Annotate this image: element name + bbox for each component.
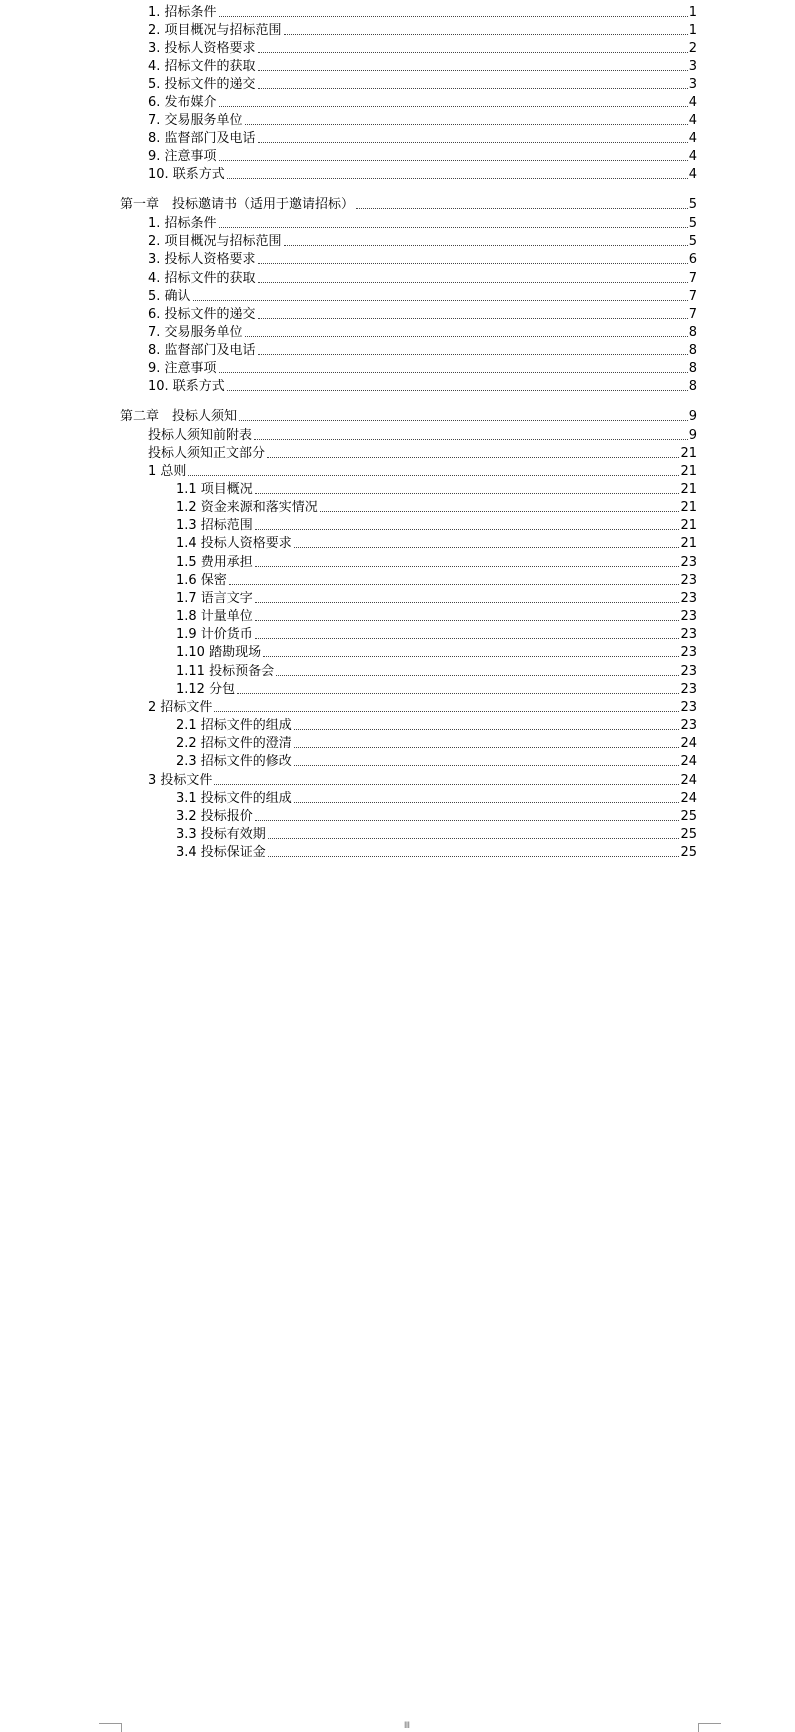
toc-entry[interactable] bbox=[176, 625, 697, 643]
dot-leader bbox=[255, 493, 680, 494]
toc-entry-label: 1.8 计量单位 bbox=[176, 609, 253, 624]
toc-entry-page: 23 bbox=[680, 591, 697, 606]
toc-entry-label: 3.1 投标文件的组成 bbox=[176, 791, 292, 806]
toc-entry-label: 2.1 招标文件的组成 bbox=[176, 718, 292, 733]
dot-leader bbox=[284, 34, 688, 35]
toc-entry-page: 4 bbox=[688, 167, 697, 182]
dot-leader bbox=[219, 160, 688, 161]
dot-leader bbox=[294, 747, 680, 748]
toc-entry-page: 6 bbox=[688, 252, 697, 267]
toc-entry[interactable] bbox=[148, 3, 697, 21]
toc-entry-label: 3.3 投标有效期 bbox=[176, 827, 266, 842]
ruler-marker-icon: Ⅲ bbox=[403, 1721, 411, 1731]
dot-leader bbox=[258, 318, 688, 319]
toc-entry-label: 1.2 资金来源和落实情况 bbox=[176, 500, 318, 515]
toc-entry[interactable] bbox=[148, 39, 697, 57]
toc-entry-page: 4 bbox=[688, 95, 697, 110]
toc-entry[interactable] bbox=[148, 214, 697, 232]
toc-entry-label: 4. 招标文件的获取 bbox=[148, 271, 256, 286]
toc-entry-page: 7 bbox=[688, 271, 697, 286]
dot-leader bbox=[258, 263, 688, 264]
crop-mark-left bbox=[99, 1723, 122, 1732]
toc-entry-page: 2 bbox=[688, 41, 697, 56]
toc-entry[interactable] bbox=[176, 716, 697, 734]
toc-entry[interactable] bbox=[176, 607, 697, 625]
dot-leader bbox=[258, 52, 688, 53]
toc-entry[interactable] bbox=[148, 698, 697, 716]
dot-leader bbox=[219, 106, 688, 107]
toc-entry-label: 3. 投标人资格要求 bbox=[148, 252, 256, 267]
toc-entry[interactable] bbox=[176, 680, 697, 698]
toc-entry-page: 23 bbox=[680, 555, 697, 570]
toc-entry-page: 7 bbox=[688, 289, 697, 304]
toc-entry[interactable] bbox=[148, 287, 697, 305]
dot-leader bbox=[267, 457, 679, 458]
dot-leader bbox=[258, 88, 688, 89]
toc-entry-page: 23 bbox=[680, 627, 697, 642]
toc-entry-label: 7. 交易服务单位 bbox=[148, 113, 243, 128]
dot-leader bbox=[268, 856, 680, 857]
toc-entry-label: 1.5 费用承担 bbox=[176, 555, 253, 570]
toc-entry-page: 3 bbox=[688, 77, 697, 92]
dot-leader bbox=[237, 693, 679, 694]
toc-entry[interactable] bbox=[176, 807, 697, 825]
dot-leader bbox=[254, 439, 688, 440]
toc-entry-page: 24 bbox=[680, 773, 697, 788]
dot-leader bbox=[276, 675, 679, 676]
toc-entry[interactable] bbox=[148, 21, 697, 39]
toc-entry[interactable] bbox=[148, 269, 697, 287]
toc-entry[interactable] bbox=[176, 589, 697, 607]
toc-entry[interactable] bbox=[148, 305, 697, 323]
toc-entry-page: 4 bbox=[688, 149, 697, 164]
dot-leader bbox=[258, 282, 688, 283]
toc-entry[interactable] bbox=[148, 165, 697, 183]
dot-leader bbox=[245, 124, 688, 125]
dot-leader bbox=[188, 475, 679, 476]
toc-entry-label: 4. 招标文件的获取 bbox=[148, 59, 256, 74]
toc-entry-page: 3 bbox=[688, 59, 697, 74]
toc-entry[interactable] bbox=[148, 232, 697, 250]
toc-entry-page: 4 bbox=[688, 113, 697, 128]
toc-entry[interactable] bbox=[176, 825, 697, 843]
toc-entry-label: 1.3 招标范围 bbox=[176, 518, 253, 533]
toc-entry[interactable] bbox=[148, 93, 697, 111]
toc-entry-page: 23 bbox=[680, 609, 697, 624]
toc-entry[interactable] bbox=[176, 480, 697, 498]
toc-entry[interactable] bbox=[148, 341, 697, 359]
dot-leader bbox=[356, 208, 688, 209]
toc-entry[interactable] bbox=[148, 426, 697, 444]
toc-entry[interactable] bbox=[148, 323, 697, 341]
dot-leader bbox=[294, 765, 680, 766]
toc-entry-page: 7 bbox=[688, 307, 697, 322]
toc-entry[interactable] bbox=[176, 643, 697, 661]
toc-entry-page: 24 bbox=[680, 736, 697, 751]
toc-entry-page: 1 bbox=[688, 23, 697, 38]
toc-entry-page: 21 bbox=[680, 446, 697, 461]
dot-leader bbox=[214, 784, 679, 785]
toc-entry-label: 6. 发布媒介 bbox=[148, 95, 217, 110]
dot-leader bbox=[219, 227, 688, 228]
dot-leader bbox=[255, 620, 680, 621]
dot-leader bbox=[245, 336, 688, 337]
dot-leader bbox=[227, 178, 688, 179]
toc-entry-label: 第一章 投标邀请书（适用于邀请招标） bbox=[120, 197, 355, 212]
toc-entry-page: 23 bbox=[680, 700, 697, 715]
toc-entry[interactable] bbox=[176, 498, 697, 516]
toc-entry-label: 1. 招标条件 bbox=[148, 216, 217, 231]
dot-leader bbox=[258, 142, 688, 143]
toc-entry-label: 第二章 投标人须知 bbox=[120, 409, 238, 424]
toc-entry[interactable] bbox=[176, 789, 697, 807]
toc-entry-label: 9. 注意事项 bbox=[148, 361, 217, 376]
toc-entry-label: 3. 投标人资格要求 bbox=[148, 41, 256, 56]
dot-leader bbox=[255, 820, 680, 821]
toc-entry[interactable] bbox=[176, 662, 697, 680]
dot-leader bbox=[229, 584, 680, 585]
toc-entry-label: 投标人须知正文部分 bbox=[148, 446, 266, 461]
page-bottom-edge bbox=[0, 858, 795, 1731]
toc-entry-label: 9. 注意事项 bbox=[148, 149, 217, 164]
toc-entry[interactable] bbox=[176, 571, 697, 589]
toc-entry[interactable] bbox=[176, 752, 697, 770]
toc-entry[interactable] bbox=[148, 377, 697, 395]
toc-entry-page: 8 bbox=[688, 343, 697, 358]
toc-entry-page: 9 bbox=[688, 428, 697, 443]
toc-entry[interactable] bbox=[148, 111, 697, 129]
toc-entry-page: 21 bbox=[680, 518, 697, 533]
toc-entry[interactable] bbox=[148, 75, 697, 93]
toc-entry-page: 21 bbox=[680, 500, 697, 515]
dot-leader bbox=[284, 245, 688, 246]
toc-entry-page: 5 bbox=[688, 197, 697, 212]
toc-entry-page: 21 bbox=[680, 482, 697, 497]
toc-entry-label: 6. 投标文件的递交 bbox=[148, 307, 256, 322]
toc-entry-page: 24 bbox=[680, 791, 697, 806]
toc-entry-page: 21 bbox=[680, 464, 697, 479]
toc-entry[interactable] bbox=[148, 771, 697, 789]
toc-chapter-entry[interactable] bbox=[120, 407, 697, 425]
dot-leader bbox=[258, 70, 688, 71]
dot-leader bbox=[258, 354, 688, 355]
toc-entry-label: 2. 项目概况与招标范围 bbox=[148, 23, 282, 38]
dot-leader bbox=[294, 729, 680, 730]
toc-entry-label: 1.1 项目概况 bbox=[176, 482, 253, 497]
dot-leader bbox=[219, 16, 688, 17]
toc-entry-page: 23 bbox=[680, 645, 697, 660]
dot-leader bbox=[227, 390, 688, 391]
toc-entry-page: 9 bbox=[688, 409, 697, 424]
toc-entry-label: 1.7 语言文字 bbox=[176, 591, 253, 606]
toc-entry-label: 2. 项目概况与招标范围 bbox=[148, 234, 282, 249]
crop-mark-right bbox=[698, 1723, 721, 1732]
toc-entry-label: 1. 招标条件 bbox=[148, 5, 217, 20]
dot-leader bbox=[255, 602, 680, 603]
toc-entry[interactable] bbox=[148, 359, 697, 377]
toc-entry[interactable] bbox=[176, 516, 697, 534]
toc-entry-label: 1.11 投标预备会 bbox=[176, 664, 275, 679]
toc-entry-page: 25 bbox=[680, 809, 697, 824]
toc-entry-page: 1 bbox=[688, 5, 697, 20]
toc-entry-label: 1.9 计价货币 bbox=[176, 627, 253, 642]
dot-leader bbox=[239, 420, 688, 421]
toc-entry-label: 10. 联系方式 bbox=[148, 379, 225, 394]
dot-leader bbox=[214, 711, 679, 712]
dot-leader bbox=[268, 838, 680, 839]
toc-entry-page: 8 bbox=[688, 379, 697, 394]
toc-entry-page: 5 bbox=[688, 234, 697, 249]
toc-entry-label: 8. 监督部门及电话 bbox=[148, 131, 256, 146]
toc-entry-page: 8 bbox=[688, 361, 697, 376]
toc-entry[interactable] bbox=[148, 462, 697, 480]
toc-entry-label: 2 招标文件 bbox=[148, 700, 213, 715]
dot-leader bbox=[294, 547, 680, 548]
toc-entry-page: 24 bbox=[680, 754, 697, 769]
dot-leader bbox=[320, 511, 680, 512]
toc-entry[interactable] bbox=[148, 129, 697, 147]
dot-leader bbox=[294, 802, 680, 803]
toc-entry-label: 投标人须知前附表 bbox=[148, 428, 253, 443]
dot-leader bbox=[255, 638, 680, 639]
toc-entry[interactable] bbox=[148, 147, 697, 165]
toc-entry-label: 3.4 投标保证金 bbox=[176, 845, 266, 860]
toc-entry-label: 5. 确认 bbox=[148, 289, 191, 304]
dot-leader bbox=[219, 372, 688, 373]
toc-entry-label: 2.2 招标文件的澄清 bbox=[176, 736, 292, 751]
toc-entry-page: 23 bbox=[680, 664, 697, 679]
toc-entry[interactable] bbox=[148, 444, 697, 462]
toc-entry-label: 10. 联系方式 bbox=[148, 167, 225, 182]
toc-entry-label: 3 投标文件 bbox=[148, 773, 213, 788]
toc-entry[interactable] bbox=[176, 534, 697, 552]
toc-entry-page: 5 bbox=[688, 216, 697, 231]
toc-chapter-entry[interactable] bbox=[120, 195, 697, 213]
toc-entry[interactable] bbox=[176, 553, 697, 571]
dot-leader bbox=[255, 529, 680, 530]
toc-entry-page: 23 bbox=[680, 573, 697, 588]
toc-entry-label: 8. 监督部门及电话 bbox=[148, 343, 256, 358]
toc-entry[interactable] bbox=[176, 734, 697, 752]
dot-leader bbox=[263, 656, 679, 657]
dot-leader bbox=[255, 566, 680, 567]
toc-entry-page: 23 bbox=[680, 682, 697, 697]
toc-entry-label: 1.4 投标人资格要求 bbox=[176, 536, 292, 551]
toc-entry-label: 1.6 保密 bbox=[176, 573, 227, 588]
toc-entry-page: 21 bbox=[680, 536, 697, 551]
toc-entry-label: 5. 投标文件的递交 bbox=[148, 77, 256, 92]
toc-entry-label: 1 总则 bbox=[148, 464, 187, 479]
toc-entry-page: 23 bbox=[680, 718, 697, 733]
toc-entry-page: 25 bbox=[680, 845, 697, 860]
toc-entry-label: 2.3 招标文件的修改 bbox=[176, 754, 292, 769]
toc-entry-page: 4 bbox=[688, 131, 697, 146]
toc-entry[interactable] bbox=[148, 250, 697, 268]
toc-entry-label: 3.2 投标报价 bbox=[176, 809, 253, 824]
toc-entry-label: 1.10 踏勘现场 bbox=[176, 645, 262, 660]
toc-entry-page: 25 bbox=[680, 827, 697, 842]
toc-entry-page: 8 bbox=[688, 325, 697, 340]
dot-leader bbox=[193, 300, 688, 301]
toc-entry-label: 1.12 分包 bbox=[176, 682, 236, 697]
toc-entry[interactable] bbox=[148, 57, 697, 75]
toc-entry-label: 7. 交易服务单位 bbox=[148, 325, 243, 340]
